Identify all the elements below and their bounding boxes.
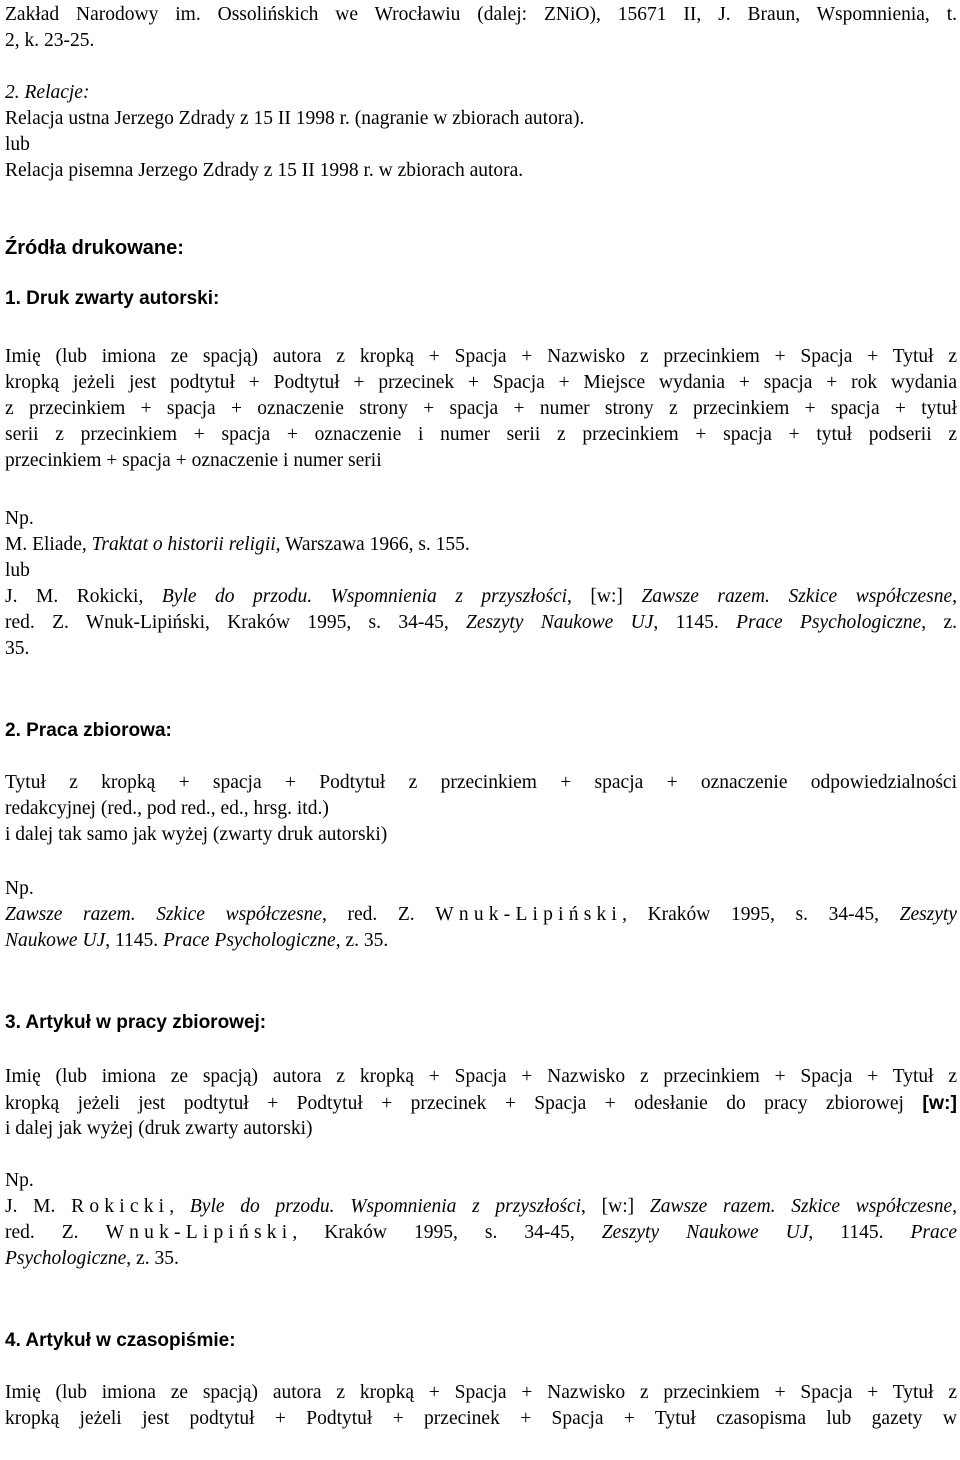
archive-citation-line-1: Zakład Narodowy im. Ossolińskich we Wrocławiu (dalej: ZNiO), 15671 II, J. Braun, Wspomnienia, t. — [5, 4, 957, 25]
relacje-heading: 2. Relacje: — [5, 82, 90, 103]
section-2-rule-line-3: i dalej tak samo jak wyżej (zwarty druk autorski) — [5, 824, 388, 845]
relacja-pisemna: Relacja pisemna Jerzego Zdrady z 15 II 1998 r. w zbiorach autora. — [5, 160, 524, 181]
section-4-rule-line-1: Imię (lub imiona ze spacją) autora z kropką + Spacja + Nazwisko z przecinkiem + Spacja + Tytuł z — [5, 1382, 957, 1403]
section-2-example-line-1: Zawsze razem. Szkice współczesne, red. Z. Wnuk-Lipiński, Kraków 1995, s. 34-45, Zeszyty — [5, 904, 957, 925]
section-1-rule-line: przecinkiem + spacja + oznaczenie i numer serii — [5, 450, 382, 471]
section-3-example-line-2: red. Z. Wnuk-Lipiński, Kraków 1995, s. 34-45, Zeszyty Naukowe UJ, 1145. Prace — [5, 1222, 958, 1243]
zrodla-drukowane-heading: Źródła drukowane: — [5, 237, 184, 259]
relacja-ustna: Relacja ustna Jerzego Zdrady z 15 II 1998 r. (nagranie w zbiorach autora). — [5, 108, 585, 129]
section-3-rule-line-2: kropką jeżeli jest podtytuł + Podtytuł + przecinek + Spacja + odesłanie do pracy zbiorowej [w:] — [5, 1092, 957, 1114]
section-3-example-line-3: Psychologiczne, z. 35. — [5, 1248, 179, 1269]
section-3-heading: 3. Artykuł w pracy zbiorowej: — [5, 1012, 267, 1033]
section-1-rule-line: serii z przecinkiem + spacja + oznaczenie i numer serii z przecinkiem + spacja + tytuł podserii z — [5, 424, 957, 445]
archive-citation-line-2: 2, k. 23-25. — [5, 30, 95, 51]
section-2-rule-line-1: Tytuł z kropką + spacja + Podtytuł z przecinkiem + spacja + oznaczenie odpowiedzialności — [5, 772, 957, 793]
section-3-np: Np. — [5, 1170, 34, 1191]
section-4-rule-line-2: kropką jeżeli jest podtytuł + Podtytuł + przecinek + Spacja + Tytuł czasopisma lub gazety w — [5, 1408, 957, 1429]
relacje-or: lub — [5, 134, 30, 155]
section-1-rule-line: z przecinkiem + spacja + oznaczenie strony + spacja + numer strony z przecinkiem + spacja + tytuł — [5, 398, 957, 419]
section-1-example-2-line-1: J. M. Rokicki, Byle do przodu. Wspomnienia z przyszłości, [w:] Zawsze razem. Szkice współczesne, — [5, 586, 957, 607]
section-2-heading: 2. Praca zbiorowa: — [5, 720, 172, 741]
section-1-example-1: M. Eliade, Traktat o historii religii, Warszawa 1966, s. 155. — [5, 534, 470, 555]
section-1-example-2-line-3: 35. — [5, 638, 30, 659]
section-1-rule-line: kropką jeżeli jest podtytuł + Podtytuł + przecinek + Spacja + Miejsce wydania + spacja + rok wydania — [5, 372, 957, 393]
section-1-heading: 1. Druk zwarty autorski: — [5, 288, 220, 309]
section-1-or: lub — [5, 560, 30, 581]
section-3-rule-line-3: i dalej jak wyżej (druk zwarty autorski) — [5, 1118, 313, 1139]
section-1-np: Np. — [5, 508, 34, 529]
section-1-example-2-line-2: red. Z. Wnuk-Lipiński, Kraków 1995, s. 34-45, Zeszyty Naukowe UJ, 1145. Prace Psychologiczne, z. — [5, 612, 958, 633]
section-3-rule-line-1: Imię (lub imiona ze spacją) autora z kropką + Spacja + Nazwisko z przecinkiem + Spacja + Tytuł z — [5, 1066, 957, 1087]
section-1-rule-line: Imię (lub imiona ze spacją) autora z kropką + Spacja + Nazwisko z przecinkiem + Spacja + Tytuł z — [5, 346, 957, 367]
section-2-example-line-2: Naukowe UJ, 1145. Prace Psychologiczne, z. 35. — [5, 930, 389, 951]
section-2-np: Np. — [5, 878, 34, 899]
section-2-rule-line-2: redakcyjnej (red., pod red., ed., hrsg. itd.) — [5, 798, 329, 819]
section-4-heading: 4. Artykuł w czasopiśmie: — [5, 1330, 236, 1351]
section-3-example-line-1: J. M. Rokicki, Byle do przodu. Wspomnienia z przyszłości, [w:] Zawsze razem. Szkice współczesne, — [5, 1196, 957, 1217]
